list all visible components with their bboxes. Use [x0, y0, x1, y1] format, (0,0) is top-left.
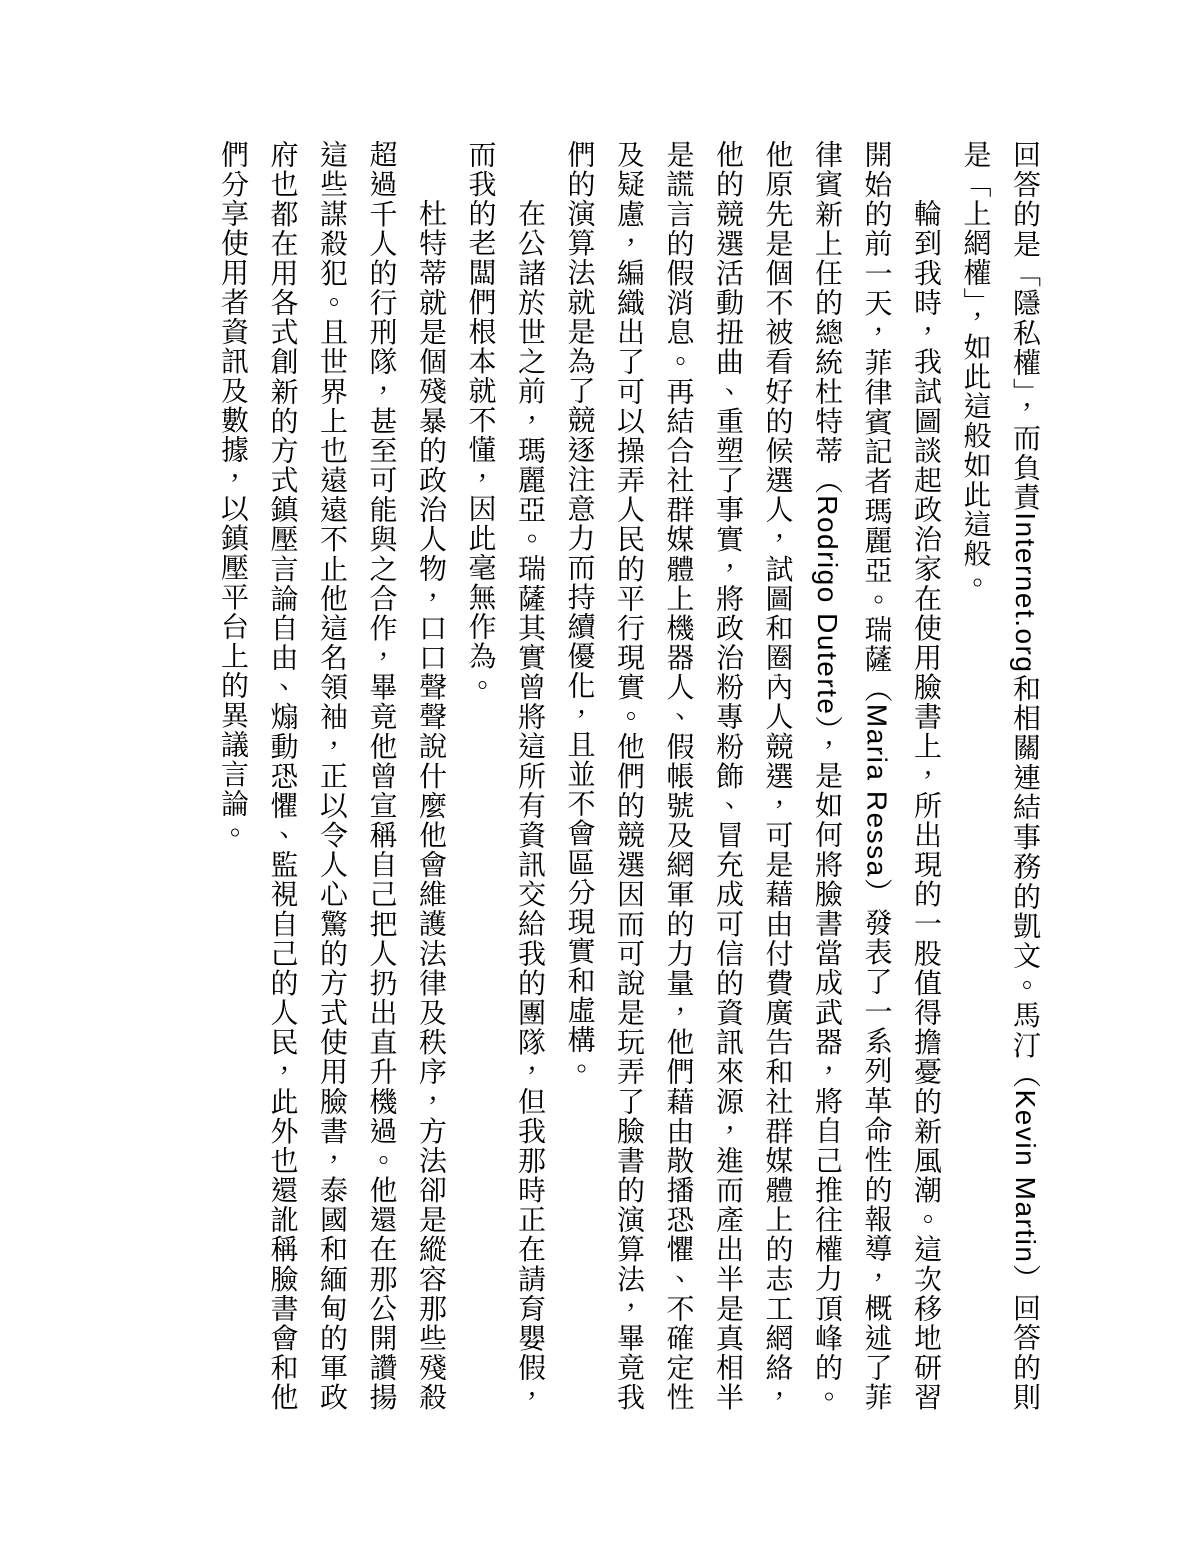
vertical-text-block [209, 140, 1051, 1412]
paragraph-facebook-politicians: 輪到我時，我試圖談起政治家在使用臉書上，所出現的一股值得擔憂的新風潮。這次移地研習開始的前一天，菲律賓記者瑪麗亞。瑞薩（Maria Ressa）發表了一系列革命性的報導，概述了菲律賓新上任的總統杜特蒂（Rodrigo Duterte），是如何將臉書當成武器，將自己推往權力頂峰的。他原先是個不被看好的候選人，試圖和圈內人競選，可是藉由付費廣告和社群媒體上的志工網絡，他的競選活動扭曲、重塑了事實，將政治粉專粉飾、冒充成可信的資訊來源，進而產出半是真相半是謊言的假消息。再結合社群媒體上機器人、假帳號及網軍的力量，他們藉由散播恐懼、不確定性及疑慮，編織出了可以操弄人民的平行現實。他們的競選因而可說是玩弄了臉書的演算法，畢竟我們的演算法就是為了競逐注意力而持續優化，且並不會區分現實和虛構。 [564, 140, 942, 1412]
paragraph-ressa-team: 在公諸於世之前，瑪麗亞。瑞薩其實曾將這所有資訊交給我的團隊，但我那時正在請育嬰假，而我的老闆們根本就不懂，因此毫無作為。 [465, 140, 546, 1412]
paragraph-duterte-regimes: 杜特蒂就是個殘暴的政治人物，口口聲聲說什麼他會維護法律及秩序，方法卻是縱容那些殘殺超過千人的行刑隊，甚至可能與之合作，畢竟他曾宣稱自己把人扔出直升機過。他還在那公開讚揚這些謀殺犯。且世界上也遠遠不止他這名領袖，正以令人心驚的方式使用臉書，泰國和緬甸的軍政府也都在用各式創新的方式鎮壓言論自由、煽動恐懼、監視自己的人民，此外也還訛稱臉書會和他們分享使用者資訊及數據，以鎮壓平台上的異議言論。 [218, 140, 447, 1412]
paragraph-privacy-answer: 回答的是「隱私權」，而負責Internet.org和相關連結事務的凱文。馬汀（Kevin Martin）回答的則是「上網權」，如此這般如此這般。 [960, 140, 1041, 1412]
